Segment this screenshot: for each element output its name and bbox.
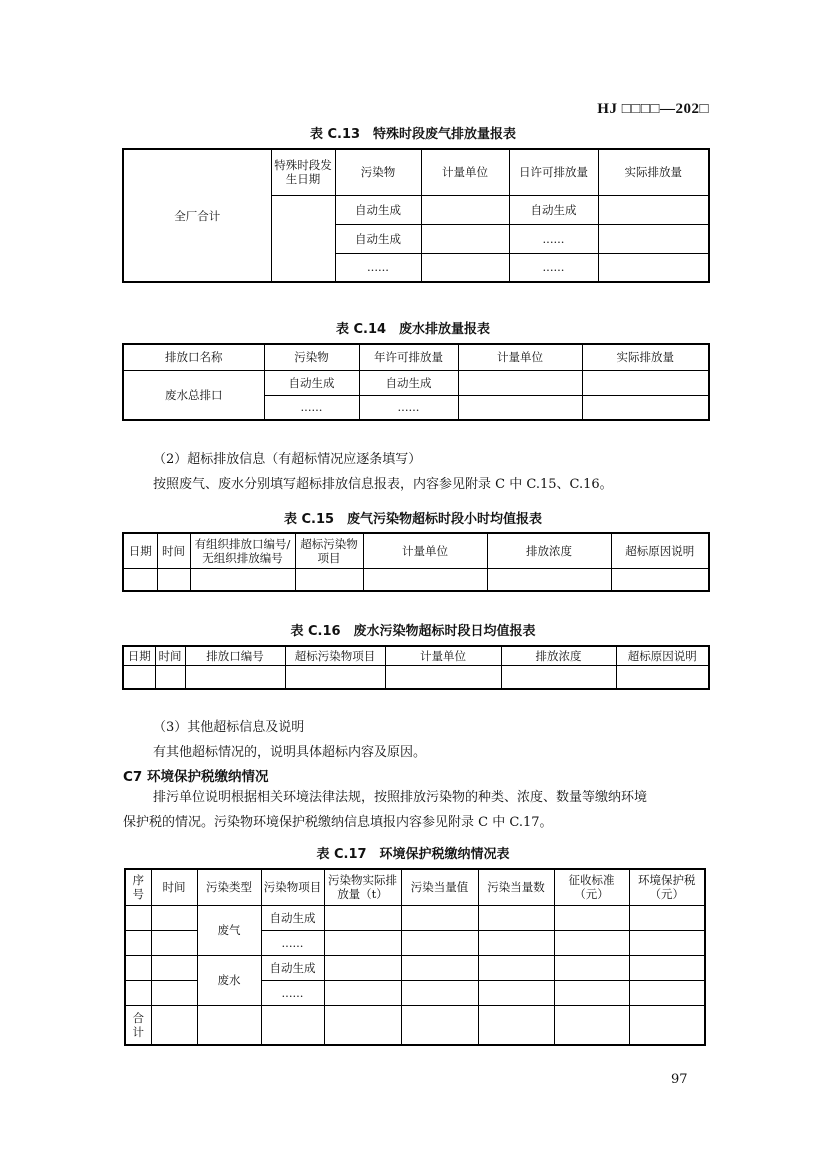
table-cell xyxy=(401,930,478,955)
page-number: 97 xyxy=(671,1072,688,1087)
table-cell xyxy=(629,930,705,955)
table-cell xyxy=(554,905,629,930)
table-cell xyxy=(123,665,155,689)
header-concentration: 排放浓度 xyxy=(487,533,611,568)
table-cell xyxy=(554,980,629,1005)
header-annual-limit: 年许可排放量 xyxy=(359,344,458,370)
header-concentration: 排放浓度 xyxy=(501,646,616,665)
table-cell xyxy=(151,905,197,930)
table-cell xyxy=(598,253,709,282)
table-cell xyxy=(421,195,509,224)
table-cell xyxy=(421,224,509,253)
header-exceeded-item: 超标污染物项目 xyxy=(295,533,363,568)
section-2-text: 按照废气、废水分别填写超标排放信息报表，内容参见附录 C 中 C.15、C.16。 xyxy=(153,477,613,492)
table-cell xyxy=(629,1005,705,1045)
table-c13 xyxy=(122,148,710,283)
table-cell xyxy=(324,955,401,980)
table-cell xyxy=(125,955,151,980)
header-unit: 计量单位 xyxy=(421,149,509,195)
table-cell xyxy=(125,980,151,1005)
row-label-wastewater-outlet: 废水总排口 xyxy=(123,370,264,420)
header-reason: 超标原因说明 xyxy=(616,646,709,665)
table-cell xyxy=(295,568,363,591)
ellipsis-cell: ...... xyxy=(509,224,598,253)
section-c7-text-line1: 排污单位说明根据相关环境法律法规，按照排放污染物的种类、浓度、数量等缴纳环境 xyxy=(153,790,648,805)
table-c16 xyxy=(122,645,710,690)
ellipsis-cell: ...... xyxy=(509,253,598,282)
row-label-plant-total: 全厂合计 xyxy=(123,149,271,282)
header-exceeded-item: 超标污染物项目 xyxy=(285,646,385,665)
header-pollutant: 污染物 xyxy=(335,149,421,195)
table-cell xyxy=(421,253,509,282)
header-date: 日期 xyxy=(123,646,155,665)
section-c7-text-line2: 保护税的情况。污染物环境保护税缴纳信息填报内容参见附录 C 中 C.17。 xyxy=(123,815,553,830)
header-equivalent-count: 污染当量数 xyxy=(478,869,554,905)
table-cell xyxy=(155,665,185,689)
table-cell xyxy=(401,1005,478,1045)
table-c15 xyxy=(122,532,710,592)
header-serial-no: 序号 xyxy=(125,869,151,905)
table-cell xyxy=(125,905,151,930)
header-pollutant-item: 污染物项目 xyxy=(261,869,324,905)
header-outlet-name: 排放口名称 xyxy=(123,344,264,370)
table-cell xyxy=(190,568,295,591)
table-cell xyxy=(554,955,629,980)
ellipsis-cell: ...... xyxy=(359,395,458,420)
auto-generated-cell: 自动生成 xyxy=(359,370,458,395)
ellipsis-cell: ...... xyxy=(261,980,324,1005)
table-cell xyxy=(125,930,151,955)
table-c14-caption: 表 C.14 废水排放量报表 xyxy=(335,322,491,337)
table-cell xyxy=(458,370,582,395)
header-actual-emission: 污染物实际排放量（t） xyxy=(324,869,401,905)
table-cell xyxy=(401,955,478,980)
header-daily-limit: 日许可排放量 xyxy=(509,149,598,195)
table-cell xyxy=(478,905,554,930)
table-c17 xyxy=(124,868,706,1046)
table-cell xyxy=(271,195,335,282)
table-cell xyxy=(582,395,709,420)
table-c15-caption: 表 C.15 废气污染物超标时段小时均值报表 xyxy=(283,512,543,527)
auto-generated-cell: 自动生成 xyxy=(261,955,324,980)
section-2-title: （2）超标排放信息（有超标情况应逐条填写） xyxy=(153,452,422,467)
auto-generated-cell: 自动生成 xyxy=(264,370,359,395)
header-unit: 计量单位 xyxy=(385,646,501,665)
table-cell xyxy=(151,1005,197,1045)
auto-generated-cell: 自动生成 xyxy=(509,195,598,224)
table-cell xyxy=(554,930,629,955)
table-cell xyxy=(478,1005,554,1045)
table-c13-caption: 表 C.13 特殊时段废气排放量报表 xyxy=(309,127,517,142)
standard-code: HJ □□□□—202□ xyxy=(597,101,709,117)
table-cell xyxy=(151,955,197,980)
header-actual-emission: 实际排放量 xyxy=(582,344,709,370)
header-unit: 计量单位 xyxy=(363,533,487,568)
auto-generated-cell: 自动生成 xyxy=(335,195,421,224)
ellipsis-cell: ...... xyxy=(264,395,359,420)
pollution-type-gas: 废气 xyxy=(197,905,261,955)
header-outlet-id: 排放口编号 xyxy=(185,646,285,665)
header-pollution-type: 污染类型 xyxy=(197,869,261,905)
header-time: 时间 xyxy=(151,869,197,905)
table-cell xyxy=(598,195,709,224)
table-cell xyxy=(401,980,478,1005)
header-time: 时间 xyxy=(157,533,190,568)
table-c16-caption: 表 C.16 废水污染物超标时段日均值报表 xyxy=(290,624,536,639)
ellipsis-cell: ...... xyxy=(335,253,421,282)
header-pollutant: 污染物 xyxy=(264,344,359,370)
header-env-tax: 环境保护税（元） xyxy=(629,869,705,905)
table-cell xyxy=(157,568,190,591)
table-cell xyxy=(629,980,705,1005)
table-cell xyxy=(151,930,197,955)
table-cell xyxy=(478,980,554,1005)
table-cell xyxy=(629,955,705,980)
table-cell xyxy=(385,665,501,689)
section-3-text: 有其他超标情况的，说明具体超标内容及原因。 xyxy=(153,745,427,760)
table-cell xyxy=(611,568,709,591)
table-cell xyxy=(185,665,285,689)
table-cell xyxy=(401,905,478,930)
header-time: 时间 xyxy=(155,646,185,665)
header-reason: 超标原因说明 xyxy=(611,533,709,568)
table-cell xyxy=(324,930,401,955)
table-c17-caption: 表 C.17 环境保护税缴纳情况表 xyxy=(316,847,510,862)
auto-generated-cell: 自动生成 xyxy=(335,224,421,253)
header-special-period-date: 特殊时段发生日期 xyxy=(271,149,335,195)
table-cell xyxy=(501,665,616,689)
table-cell xyxy=(554,1005,629,1045)
header-outlet-id: 有组织排放口编号/无组织排放编号 xyxy=(190,533,295,568)
table-cell xyxy=(151,980,197,1005)
table-cell xyxy=(324,905,401,930)
total-label: 合计 xyxy=(125,1005,151,1045)
table-cell xyxy=(324,980,401,1005)
section-3-title: （3）其他超标信息及说明 xyxy=(153,720,305,735)
table-cell xyxy=(478,955,554,980)
table-cell xyxy=(458,395,582,420)
table-cell xyxy=(123,568,157,591)
table-c14 xyxy=(122,343,710,421)
table-cell xyxy=(478,930,554,955)
table-cell xyxy=(197,1005,261,1045)
table-cell xyxy=(582,370,709,395)
table-cell xyxy=(598,224,709,253)
header-equivalent-value: 污染当量值 xyxy=(401,869,478,905)
pollution-type-water: 废水 xyxy=(197,955,261,1005)
table-cell xyxy=(629,905,705,930)
auto-generated-cell: 自动生成 xyxy=(261,905,324,930)
header-levy-rate: 征收标准（元） xyxy=(554,869,629,905)
table-cell xyxy=(616,665,709,689)
header-actual-emission: 实际排放量 xyxy=(598,149,709,195)
table-cell xyxy=(363,568,487,591)
section-c7-heading: C7 环境保护税缴纳情况 xyxy=(123,769,269,785)
table-cell xyxy=(261,1005,324,1045)
header-unit: 计量单位 xyxy=(458,344,582,370)
ellipsis-cell: ...... xyxy=(261,930,324,955)
table-cell xyxy=(285,665,385,689)
table-cell xyxy=(324,1005,401,1045)
header-date: 日期 xyxy=(123,533,157,568)
table-cell xyxy=(487,568,611,591)
